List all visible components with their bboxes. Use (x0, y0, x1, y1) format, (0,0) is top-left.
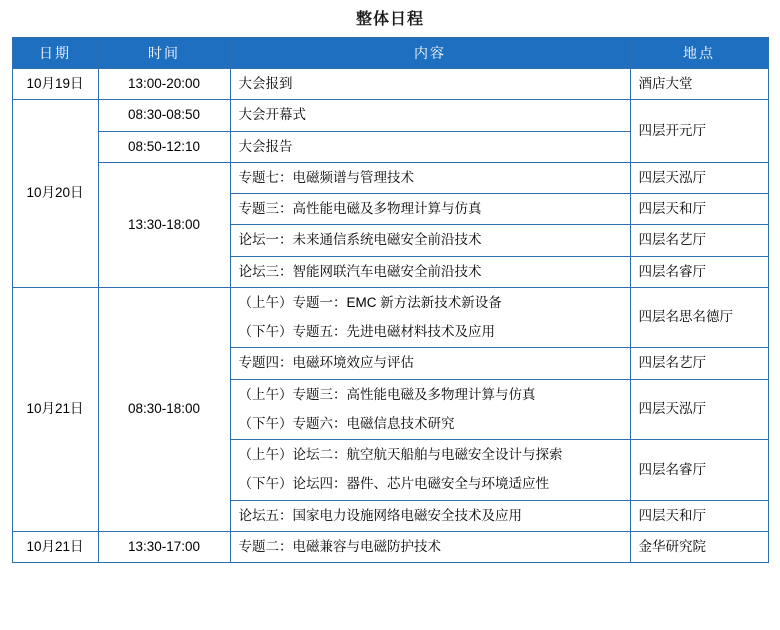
topic-line: 论坛五：国家电力设施网络电磁安全技术及应用 (238, 507, 522, 523)
cell-date: 10月21日 (12, 287, 98, 531)
cell-place: 四层天和厅 (630, 500, 768, 531)
table-row (12, 287, 768, 348)
cell-topic (230, 100, 630, 131)
topic-line: （上午）专题一：EMC 新方法新技术新设备 (238, 294, 502, 310)
cell-place: 四层天泓厅 (630, 379, 768, 440)
cell-place: 四层名睿厅 (630, 256, 768, 287)
cell-place: 四层名睿厅 (630, 440, 768, 501)
topic-line: 大会开幕式 (238, 107, 306, 123)
topic-line: 专题七：电磁频谱与管理技术 (238, 169, 414, 185)
cell-place: 酒店大堂 (630, 69, 768, 100)
column-header-place: 地点 (630, 38, 768, 69)
table-body (12, 69, 768, 563)
table-row (12, 69, 768, 100)
topic-line: （下午）论坛四：器件、芯片电磁安全与环境适应性 (238, 476, 549, 492)
cell-topic (230, 500, 630, 531)
column-header-topic: 内容 (230, 38, 630, 69)
cell-place: 四层名思名德厅 (630, 287, 768, 348)
cell-time: 08:30-18:00 (98, 287, 230, 531)
table-header-row (12, 38, 768, 69)
cell-place: 四层名艺厅 (630, 225, 768, 256)
cell-topic (230, 348, 630, 379)
topic-line: 论坛一：未来通信系统电磁安全前沿技术 (238, 232, 482, 248)
cell-topic (230, 379, 630, 440)
cell-topic (230, 256, 630, 287)
cell-topic (230, 131, 630, 162)
table-row (12, 531, 768, 562)
cell-time: 08:50-12:10 (98, 131, 230, 162)
page-title: 整体日程 (355, 11, 424, 28)
cell-date: 10月19日 (12, 69, 98, 100)
cell-place: 四层天和厅 (630, 194, 768, 225)
cell-time: 13:00-20:00 (98, 69, 230, 100)
cell-time: 13:30-17:00 (98, 531, 230, 562)
topic-line: 专题四：电磁环境效应与评估 (238, 355, 414, 371)
cell-date: 10月20日 (12, 100, 98, 288)
column-header-date: 日期 (12, 38, 98, 69)
topic-line: （下午）专题五：先进电磁材料技术及应用 (238, 324, 495, 339)
cell-topic (230, 531, 630, 562)
topic-line: （上午）论坛二：航空航天船舶与电磁安全设计与探索 (238, 447, 563, 462)
cell-topic (230, 225, 630, 256)
topic-line: 专题三：高性能电磁及多物理计算与仿真 (238, 201, 482, 216)
topic-line: 专题二：电磁兼容与电磁防护技术 (238, 538, 441, 554)
topic-line: （下午）专题六：电磁信息技术研究 (238, 415, 455, 431)
table-row (12, 100, 768, 131)
cell-time: 08:30-08:50 (98, 100, 230, 131)
topic-line: （上午）专题三：高性能电磁及多物理计算与仿真 (238, 386, 536, 402)
table-head (12, 38, 768, 69)
cell-place: 四层名艺厅 (630, 348, 768, 379)
cell-topic (230, 162, 630, 193)
cell-date: 10月21日 (12, 531, 98, 562)
topic-line: 大会报到 (238, 76, 293, 91)
cell-place: 四层开元厅 (630, 100, 768, 163)
column-header-time: 时间 (98, 38, 230, 69)
schedule-table (12, 37, 769, 563)
cell-topic (230, 194, 630, 225)
cell-topic (230, 287, 630, 348)
topic-line: 大会报告 (238, 138, 293, 154)
table-row (12, 162, 768, 193)
topic-line: 论坛三：智能网联汽车电磁安全前沿技术 (238, 263, 482, 279)
cell-topic (230, 440, 630, 501)
cell-topic (230, 69, 630, 100)
cell-time: 13:30-18:00 (98, 162, 230, 287)
cell-place: 四层天泓厅 (630, 162, 768, 193)
cell-place: 金华研究院 (630, 531, 768, 562)
